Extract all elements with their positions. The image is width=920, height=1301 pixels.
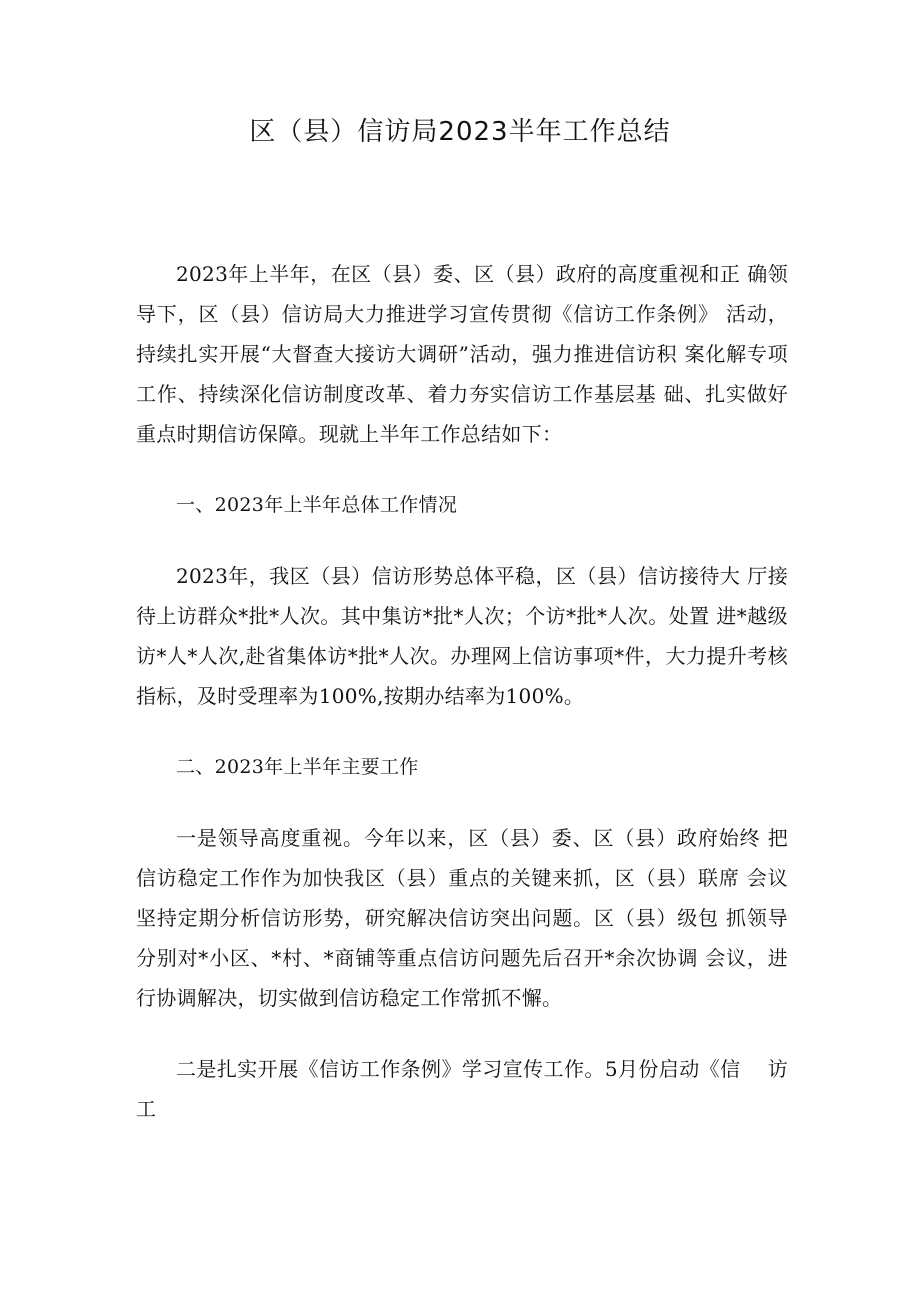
leadership-paragraph: 一是领导高度重视。今年以来，区（县）委、区（县）政府始终 把信访稳定工作作为加快我区（县）重点的关键来抓，区（县）联席 会议坚持定期分析信访形势，研究解决信访突出问题。区（县）级包 抓领导分别对*小区、*村、*商铺等重点信访问题先后召开*余次协调 会议，进行协调解决，切实做到信访稳定工作常抓不懈。	[136, 826, 788, 1010]
document-body	[136, 254, 788, 1129]
overall-situation-paragraph: 2023年，我区（县）信访形势总体平稳，区（县）信访接待大 厅接待上访群众*批*人次。其中集访*批*人次；个访*批*人次。处置 进*越级访*人*人次,赴省集体访*批*人次。办理网上信访事项*件，大力提升考核指标，及时受理率为100%,按期办结率为100%。	[136, 564, 788, 708]
section-heading-main-work: 二、2023年上半年主要工作	[176, 756, 419, 778]
document-title: 区（县）信访局2023半年工作总结	[249, 117, 671, 147]
regulation-study-paragraph: 二是扎实开展《信访工作条例》学习宣传工作。5月份启动《信 访工	[136, 1057, 788, 1121]
section-heading-overall: 一、2023年上半年总体工作情况	[176, 494, 458, 516]
intro-paragraph: 2023年上半年，在区（县）委、区（县）政府的高度重视和正 确领导下，区（县）信访局大力推进学习宣传贯彻《信访工作条例》 活动，持续扎实开展“大督查大接访大调研”活动，强力推进信访积 案化解专项工作、持续深化信访制度改革、着力夯实信访工作基层基 础、扎实做好重点时期信访保障。现就上半年工作总结如下：	[136, 262, 788, 446]
